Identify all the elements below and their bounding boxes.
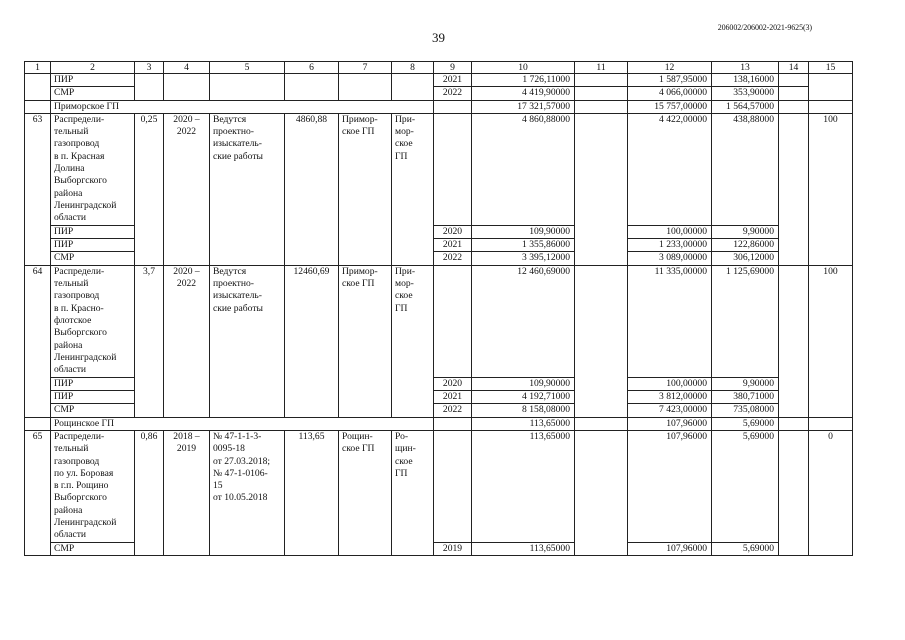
years-cell: 2018 – 2019 bbox=[164, 430, 210, 555]
object-number: 65 bbox=[25, 430, 51, 555]
percent-cell: 0 bbox=[809, 430, 853, 555]
column-header: 12 bbox=[628, 62, 712, 74]
year-cell: 2022 bbox=[434, 87, 472, 100]
settlement-label: Приморское ГП bbox=[51, 100, 434, 113]
table-row bbox=[25, 74, 853, 87]
amount-cell: 438,88000 bbox=[712, 113, 779, 225]
amount-cell: 107,96000 bbox=[628, 430, 712, 542]
amount-cell: 4 419,90000 bbox=[472, 87, 575, 100]
status-cell: Ведутся проектно- изыскатель- ские работы bbox=[210, 265, 285, 417]
amount-cell: 1 355,86000 bbox=[472, 239, 575, 252]
column-header: 3 bbox=[135, 62, 164, 74]
percent-cell: 100 bbox=[809, 113, 853, 265]
column-number-row bbox=[25, 62, 853, 74]
amount-cell: 3 395,12000 bbox=[472, 252, 575, 265]
year-cell: 2022 bbox=[434, 252, 472, 265]
stage-label: СМР bbox=[51, 404, 135, 417]
column-header: 2 bbox=[51, 62, 135, 74]
years-cell: 2020 – 2022 bbox=[164, 265, 210, 417]
status-cell: № 47-1-1-3- 0095-18 от 27.03.2018; № 47-1-0106- 15 от 10.05.2018 bbox=[210, 430, 285, 555]
amount-cell: 109,90000 bbox=[472, 225, 575, 238]
object-name: Распредели- тельный газопровод по ул. Боровая в г.п. Рощино Выборгского района Ленинградской области bbox=[51, 430, 135, 542]
stage-label: СМР bbox=[51, 542, 135, 555]
object-number: 63 bbox=[25, 113, 51, 265]
amount-cell: 109,90000 bbox=[472, 377, 575, 390]
amount-cell: 113,65000 bbox=[472, 430, 575, 542]
amount-cell: 353,90000 bbox=[712, 87, 779, 100]
status-cell: Ведутся проектно- изыскатель- ские работы bbox=[210, 113, 285, 265]
length-cell: 0,86 bbox=[135, 430, 164, 555]
table-row bbox=[25, 87, 853, 100]
cost-cell: 113,65 bbox=[285, 430, 339, 555]
amount-cell: 306,12000 bbox=[712, 252, 779, 265]
year-cell: 2019 bbox=[434, 542, 472, 555]
amount-cell: 1 587,95000 bbox=[628, 74, 712, 87]
column-header: 4 bbox=[164, 62, 210, 74]
length-cell: 0,25 bbox=[135, 113, 164, 265]
amount-cell: 107,96000 bbox=[628, 417, 712, 430]
amount-cell: 4 192,71000 bbox=[472, 391, 575, 404]
amount-cell: 4 422,00000 bbox=[628, 113, 712, 225]
amount-cell: 3 089,00000 bbox=[628, 252, 712, 265]
column-header: 6 bbox=[285, 62, 339, 74]
column-header: 14 bbox=[779, 62, 809, 74]
amount-cell: 3 812,00000 bbox=[628, 391, 712, 404]
amount-cell: 1 564,57000 bbox=[712, 100, 779, 113]
document-code: 206002/206002-2021-9625(3) bbox=[717, 23, 812, 32]
amount-cell: 7 423,00000 bbox=[628, 404, 712, 417]
column-header: 10 bbox=[472, 62, 575, 74]
amount-cell: 735,08000 bbox=[712, 404, 779, 417]
page-number: 39 bbox=[432, 30, 445, 45]
column-header: 7 bbox=[339, 62, 392, 74]
stage-label: ПИР bbox=[51, 239, 135, 252]
cost-cell: 4860,88 bbox=[285, 113, 339, 265]
column-header: 5 bbox=[210, 62, 285, 74]
column-header: 15 bbox=[809, 62, 853, 74]
object-name: Распредели- тельный газопровод в п. Красно- флотское Выборгского района Ленинградской области bbox=[51, 265, 135, 377]
investment-table bbox=[24, 61, 853, 556]
amount-cell: 11 335,00000 bbox=[628, 265, 712, 377]
year-cell: 2021 bbox=[434, 74, 472, 87]
amount-cell: 15 757,00000 bbox=[628, 100, 712, 113]
stage-label: ПИР bbox=[51, 377, 135, 390]
amount-cell: 4 066,00000 bbox=[628, 87, 712, 100]
subtotal-row bbox=[25, 417, 853, 430]
years-cell: 2020 – 2022 bbox=[164, 113, 210, 265]
amount-cell: 8 158,08000 bbox=[472, 404, 575, 417]
stage-label: ПИР bbox=[51, 74, 135, 87]
year-cell: 2020 bbox=[434, 377, 472, 390]
year-cell: 2022 bbox=[434, 404, 472, 417]
year-cell: 2020 bbox=[434, 225, 472, 238]
object-name: Распредели- тельный газопровод в п. Красная Долина Выборгского района Ленинградской области bbox=[51, 113, 135, 225]
amount-cell: 12 460,69000 bbox=[472, 265, 575, 377]
amount-cell: 5,69000 bbox=[712, 430, 779, 542]
column-header: 9 bbox=[434, 62, 472, 74]
customer-cell: Рощин- ское ГП bbox=[339, 430, 392, 555]
object-number: 64 bbox=[25, 265, 51, 417]
amount-cell: 4 860,88000 bbox=[472, 113, 575, 225]
amount-cell: 113,65000 bbox=[472, 417, 575, 430]
amount-cell: 138,16000 bbox=[712, 74, 779, 87]
amount-cell: 5,69000 bbox=[712, 417, 779, 430]
stage-label: ПИР bbox=[51, 225, 135, 238]
amount-cell: 1 726,11000 bbox=[472, 74, 575, 87]
amount-cell: 1 125,69000 bbox=[712, 265, 779, 377]
column-header: 13 bbox=[712, 62, 779, 74]
settlement-label: Рощинское ГП bbox=[51, 417, 434, 430]
cost-cell: 12460,69 bbox=[285, 265, 339, 417]
amount-cell: 1 233,00000 bbox=[628, 239, 712, 252]
amount-cell: 107,96000 bbox=[628, 542, 712, 555]
amount-cell: 122,86000 bbox=[712, 239, 779, 252]
amount-cell: 5,69000 bbox=[712, 542, 779, 555]
amount-cell: 9,90000 bbox=[712, 377, 779, 390]
stage-label: СМР bbox=[51, 87, 135, 100]
owner-cell: При- мор- ское ГП bbox=[392, 113, 434, 265]
amount-cell: 17 321,57000 bbox=[472, 100, 575, 113]
subtotal-row bbox=[25, 100, 853, 113]
column-header: 8 bbox=[392, 62, 434, 74]
customer-cell: Примор- ское ГП bbox=[339, 265, 392, 417]
owner-cell: Ро- щин- ское ГП bbox=[392, 430, 434, 555]
year-cell: 2021 bbox=[434, 391, 472, 404]
amount-cell: 100,00000 bbox=[628, 225, 712, 238]
year-cell: 2021 bbox=[434, 239, 472, 252]
percent-cell: 100 bbox=[809, 265, 853, 417]
table-row bbox=[25, 113, 853, 225]
length-cell: 3,7 bbox=[135, 265, 164, 417]
owner-cell: При- мор- ское ГП bbox=[392, 265, 434, 417]
column-header: 1 bbox=[25, 62, 51, 74]
customer-cell: Примор- ское ГП bbox=[339, 113, 392, 265]
amount-cell: 100,00000 bbox=[628, 377, 712, 390]
stage-label: СМР bbox=[51, 252, 135, 265]
column-header: 11 bbox=[575, 62, 628, 74]
amount-cell: 9,90000 bbox=[712, 225, 779, 238]
table-row bbox=[25, 430, 853, 542]
stage-label: ПИР bbox=[51, 391, 135, 404]
table-row bbox=[25, 265, 853, 377]
amount-cell: 113,65000 bbox=[472, 542, 575, 555]
amount-cell: 380,71000 bbox=[712, 391, 779, 404]
